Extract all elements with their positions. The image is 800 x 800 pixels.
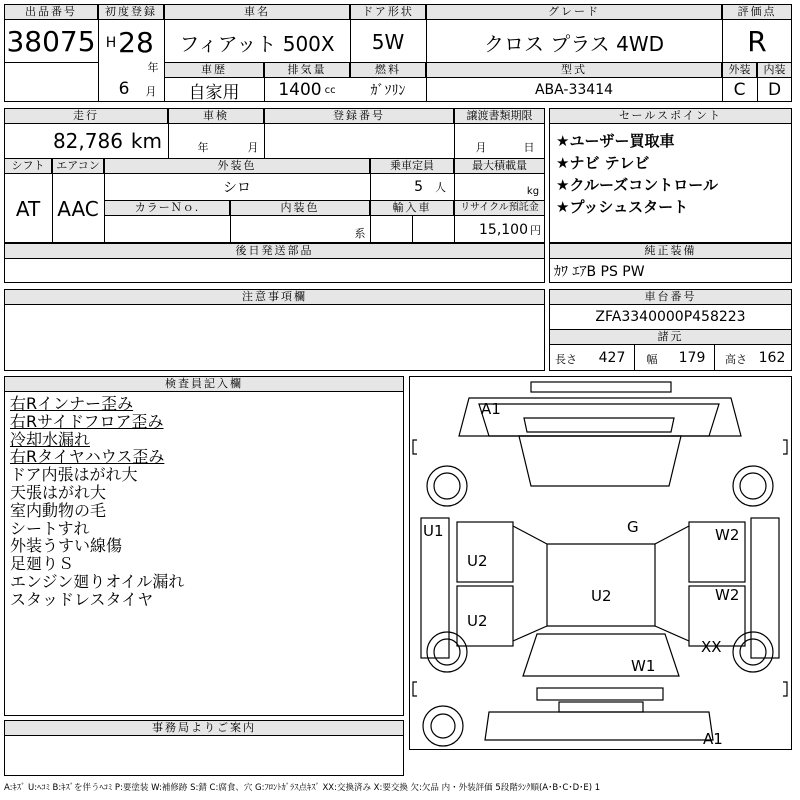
sales-point-1: ★ユーザー買取車 bbox=[556, 132, 675, 150]
inspector-line: 冷却水漏れ bbox=[10, 429, 91, 449]
later-parts-label: 後日発送部品 bbox=[4, 243, 545, 259]
legend: A:ｷｽﾞ U:ﾍｺﾐ B:ｷｽﾞを伴うﾍｺﾐ P:要塗装 W:補修跡 S:錆 C:腐食、穴 G:ﾌﾛﾝﾄｶﾞﾗｽ点ｷｽﾞ XX:交換済み X:要交換 欠:欠品 内・外装評価 5段階ﾗﾝｸ順(A･B･C･D･E) 1 bbox=[4, 783, 601, 793]
mark-left-front: U1 bbox=[423, 522, 444, 540]
int-grade-line bbox=[757, 62, 758, 102]
spare-wheel-inner bbox=[431, 714, 455, 738]
wheel-fr-inner bbox=[740, 473, 766, 499]
ext-color-label: 外装色 bbox=[104, 158, 370, 174]
dims-label: 諸元 bbox=[549, 329, 792, 345]
lot-divider bbox=[4, 62, 98, 63]
car-diagram bbox=[409, 376, 792, 750]
pillar-fr bbox=[655, 526, 689, 544]
height-label: 高さ bbox=[725, 353, 747, 366]
v-104 bbox=[104, 158, 105, 243]
score-label: 評価点 bbox=[722, 4, 792, 20]
bracket-fr bbox=[783, 440, 787, 454]
right-body bbox=[751, 518, 779, 658]
car-door-line bbox=[350, 4, 351, 62]
office-label: 事務局よりご案内 bbox=[4, 720, 404, 736]
wheel-fr bbox=[733, 466, 773, 506]
recycle-label: リサイクル預託金 bbox=[454, 200, 545, 216]
capacity-unit: 人 bbox=[435, 181, 446, 194]
inspector-line: 天張はがれ大 bbox=[10, 483, 107, 502]
inspector-line: エンジン廻りオイル漏れ bbox=[10, 572, 185, 591]
chassis-no: ZFA3340000P458223 bbox=[595, 309, 746, 325]
transfer-month: 月 bbox=[475, 141, 487, 154]
mark-roof-front: G bbox=[627, 518, 639, 536]
mileage-unit: km bbox=[130, 129, 162, 153]
inspection-label: 車検 bbox=[168, 108, 264, 124]
int-grade-label: 内装 bbox=[757, 62, 792, 78]
front-glass bbox=[519, 436, 681, 486]
model: ABA-33414 bbox=[534, 82, 614, 98]
load-unit: kg bbox=[526, 185, 540, 197]
int-grade: D bbox=[767, 80, 782, 100]
inspection-year-unit: 年 bbox=[197, 141, 209, 154]
bracket-fl bbox=[413, 440, 417, 454]
model-label: 型式 bbox=[426, 62, 722, 78]
rear-plate bbox=[559, 702, 643, 712]
sales-label: セールスポイント bbox=[549, 108, 792, 124]
inspector-line: シートすれ bbox=[10, 518, 90, 538]
wheel-rl bbox=[427, 632, 467, 672]
pillar-fl bbox=[513, 526, 547, 544]
wheel-rl-inner bbox=[434, 639, 460, 665]
inspector-line: 右Rインナー歪み bbox=[10, 394, 134, 413]
mark-right-rear: XX bbox=[701, 638, 722, 656]
wheel-fl bbox=[427, 466, 467, 506]
v-454 bbox=[454, 108, 455, 158]
mark-rear: A1 bbox=[703, 730, 723, 748]
reg-month-unit: 月 bbox=[145, 85, 157, 98]
transfer-day: 日 bbox=[523, 141, 535, 154]
height: 162 bbox=[758, 350, 786, 366]
std-equip-label: 純正装備 bbox=[549, 243, 792, 259]
car-name: フィアット 500X bbox=[179, 31, 335, 56]
ext-color: シロ bbox=[223, 180, 251, 196]
inspector-line: 足廻りＳ bbox=[10, 554, 75, 574]
int-color-label: 内装色 bbox=[230, 200, 370, 216]
import-label: 輸入車 bbox=[370, 200, 454, 216]
std-equip-value: ｶﾜ ｴｱB PS PW bbox=[554, 264, 645, 280]
sales-point-3: ★クルーズコントロール bbox=[556, 176, 718, 194]
mark-left-door-front: U2 bbox=[467, 552, 488, 570]
notes-label: 注意事項欄 bbox=[4, 289, 545, 305]
hood-outline bbox=[479, 404, 719, 436]
ext-grade-label: 外装 bbox=[722, 62, 757, 78]
inspector-label: 検査員記入欄 bbox=[4, 376, 404, 392]
v-52 bbox=[52, 158, 53, 243]
spare-wheel bbox=[423, 706, 463, 746]
fuel: ｶﾞｿﾘﾝ bbox=[370, 83, 406, 99]
width: 179 bbox=[678, 350, 706, 366]
mark-front: A1 bbox=[481, 400, 501, 418]
ext-grade: C bbox=[733, 80, 746, 100]
bracket-rl bbox=[413, 682, 417, 696]
grade: クロス プラス 4WD bbox=[483, 31, 664, 56]
recycle-value: 15,100 bbox=[479, 221, 528, 238]
ac: AAC bbox=[57, 196, 99, 221]
recycle bbox=[454, 216, 545, 243]
transfer-label: 譲渡書類期限 bbox=[454, 108, 545, 124]
history-label: 車歴 bbox=[164, 62, 264, 78]
mark-right-door-rear: W2 bbox=[715, 586, 740, 604]
mark-right-door-front: W2 bbox=[715, 526, 740, 544]
load-label: 最大積載量 bbox=[454, 158, 545, 174]
hist-disp-line bbox=[264, 62, 265, 102]
damage-marks bbox=[423, 400, 739, 748]
v-412 bbox=[412, 216, 413, 243]
sales-point-4: ★プッシュスタート bbox=[556, 198, 689, 216]
inspector-line: 室内動物の毛 bbox=[10, 500, 107, 520]
roof-outline bbox=[547, 544, 655, 626]
rear-glass bbox=[523, 634, 679, 676]
reg-year-unit: 年 bbox=[147, 61, 159, 74]
v-370 bbox=[370, 158, 371, 243]
rear-bumper bbox=[537, 688, 663, 700]
wiper-area bbox=[524, 418, 674, 432]
v-264 bbox=[264, 108, 265, 158]
lot-no-label: 出品番号 bbox=[4, 4, 98, 20]
dims-v1 bbox=[634, 345, 635, 371]
inspector-line: ドア内張はがれ大 bbox=[10, 465, 138, 485]
width-label: 幅 bbox=[646, 353, 658, 366]
door-label: ドア形状 bbox=[350, 4, 426, 20]
inspector-line: 右Rタイヤハウス歪み bbox=[10, 447, 165, 467]
era: H bbox=[105, 35, 117, 51]
car-name-label: 車名 bbox=[164, 4, 350, 20]
capacity bbox=[370, 174, 454, 200]
displacement-label: 排気量 bbox=[264, 62, 350, 78]
sales-point-2: ★ナビ テレビ bbox=[556, 154, 650, 172]
length-label: 長さ bbox=[555, 353, 577, 366]
ac-label: エアコン bbox=[52, 158, 104, 174]
color-no-label: カラーＮｏ. bbox=[104, 200, 230, 216]
score: R bbox=[747, 24, 767, 58]
inspection-month-unit: 月 bbox=[247, 141, 259, 154]
recycle-unit: 円 bbox=[530, 223, 541, 237]
lot-no: 38075 bbox=[6, 24, 96, 58]
front-bumper-top bbox=[531, 382, 671, 392]
bracket-rr bbox=[783, 682, 787, 696]
displacement bbox=[264, 78, 350, 102]
length: 427 bbox=[598, 350, 626, 366]
chassis-label: 車台番号 bbox=[549, 289, 792, 305]
inspector-line: スタッドレスタイヤ bbox=[10, 589, 154, 609]
mileage-value: 82,786 bbox=[52, 129, 123, 153]
grade-label: グレード bbox=[426, 4, 722, 20]
mileage-label: 走行 bbox=[4, 108, 168, 124]
v-230 bbox=[230, 200, 231, 243]
dims-v2 bbox=[714, 345, 715, 371]
mileage bbox=[4, 124, 168, 158]
inspector-line: 外装うすい線傷 bbox=[10, 536, 123, 556]
reg-month: 6 bbox=[118, 79, 130, 99]
wheel-rr bbox=[733, 632, 773, 672]
fuel-label: 燃料 bbox=[350, 62, 426, 78]
int-color-suffix: 系 bbox=[354, 227, 366, 240]
capacity-label: 乗車定員 bbox=[370, 158, 454, 174]
trunk-outline bbox=[485, 712, 713, 740]
shift: AT bbox=[15, 196, 41, 221]
mark-roof: U2 bbox=[591, 587, 612, 605]
v-168 bbox=[168, 108, 169, 158]
v-454b bbox=[454, 158, 455, 243]
displacement-unit: cc bbox=[324, 84, 336, 96]
reg-year: 28 bbox=[118, 25, 154, 59]
displacement-value: 1400 bbox=[278, 80, 322, 100]
inspector-line: 右Rサイドフロア歪み bbox=[10, 411, 164, 431]
wheel-fl-inner bbox=[434, 473, 460, 499]
reg-no-label: 登録番号 bbox=[264, 108, 454, 124]
capacity-value: 5 bbox=[414, 179, 423, 195]
wheel-rr-inner bbox=[740, 639, 766, 665]
door: 5W bbox=[371, 30, 405, 54]
mark-rear-glass: W1 bbox=[631, 657, 656, 675]
first-reg-label: 初度登録 bbox=[98, 4, 164, 20]
shift-label: シフト bbox=[4, 158, 52, 174]
history: 自家用 bbox=[188, 82, 240, 103]
mark-left-door-rear: U2 bbox=[467, 612, 488, 630]
